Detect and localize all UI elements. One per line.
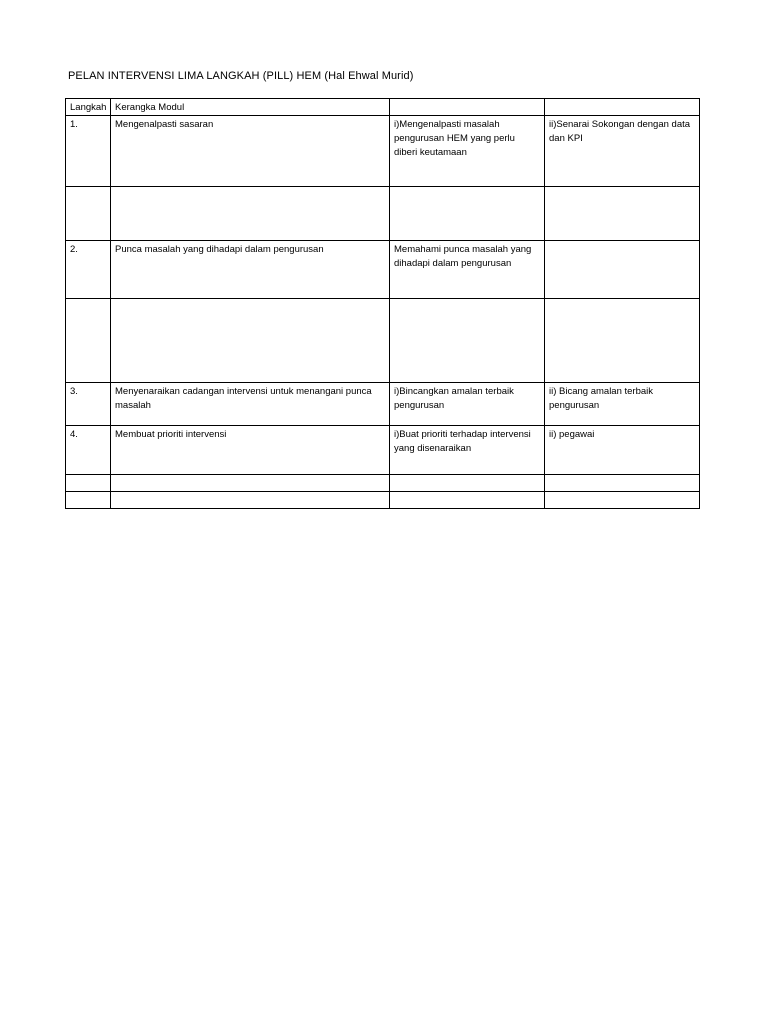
module-cell: Menyenaraikan cadangan intervensi untuk menangani punca masalah [111, 383, 390, 426]
detail-cell [545, 187, 700, 241]
step-cell [66, 475, 111, 492]
detail-cell: ii)Senarai Sokongan dengan data dan KPI [545, 116, 700, 187]
detail-cell: ii) Bicang amalan terbaik pengurusan [545, 383, 700, 426]
header-cell-4 [545, 99, 700, 116]
intervention-plan-table [65, 98, 700, 509]
module-cell [111, 187, 390, 241]
module-cell [111, 475, 390, 492]
table-row [66, 187, 700, 241]
detail-cell [390, 299, 545, 383]
module-cell [111, 492, 390, 509]
detail-cell: ii) pegawai [545, 426, 700, 475]
detail-cell [545, 241, 700, 299]
header-cell-kerangka-modul: Kerangka Modul [111, 99, 390, 116]
detail-cell [545, 492, 700, 509]
table-row [66, 299, 700, 383]
detail-cell [545, 475, 700, 492]
table-header-row [66, 99, 700, 116]
detail-cell [390, 492, 545, 509]
detail-cell [545, 299, 700, 383]
table-row [66, 426, 700, 475]
detail-cell: i)Buat prioriti terhadap intervensi yang disenaraikan [390, 426, 545, 475]
step-cell: 4. [66, 426, 111, 475]
table-row [66, 116, 700, 187]
detail-cell: i)Mengenalpasti masalah pengurusan HEM yang perlu diberi keutamaan [390, 116, 545, 187]
table-row [66, 475, 700, 492]
page-title: PELAN INTERVENSI LIMA LANGKAH (PILL) HEM (Hal Ehwal Murid) [68, 70, 414, 82]
step-cell [66, 492, 111, 509]
detail-cell [390, 475, 545, 492]
table-row [66, 241, 700, 299]
header-cell-langkah: Langkah [66, 99, 111, 116]
module-cell: Membuat prioriti intervensi [111, 426, 390, 475]
step-cell: 3. [66, 383, 111, 426]
table-row [66, 383, 700, 426]
table-row [66, 492, 700, 509]
detail-cell: Memahami punca masalah yang dihadapi dalam pengurusan [390, 241, 545, 299]
detail-cell: i)Bincangkan amalan terbaik pengurusan [390, 383, 545, 426]
module-cell: Mengenalpasti sasaran [111, 116, 390, 187]
detail-cell [390, 187, 545, 241]
step-cell: 1. [66, 116, 111, 187]
step-cell [66, 187, 111, 241]
step-cell: 2. [66, 241, 111, 299]
header-cell-3 [390, 99, 545, 116]
step-cell [66, 299, 111, 383]
module-cell: Punca masalah yang dihadapi dalam pengurusan [111, 241, 390, 299]
module-cell [111, 299, 390, 383]
